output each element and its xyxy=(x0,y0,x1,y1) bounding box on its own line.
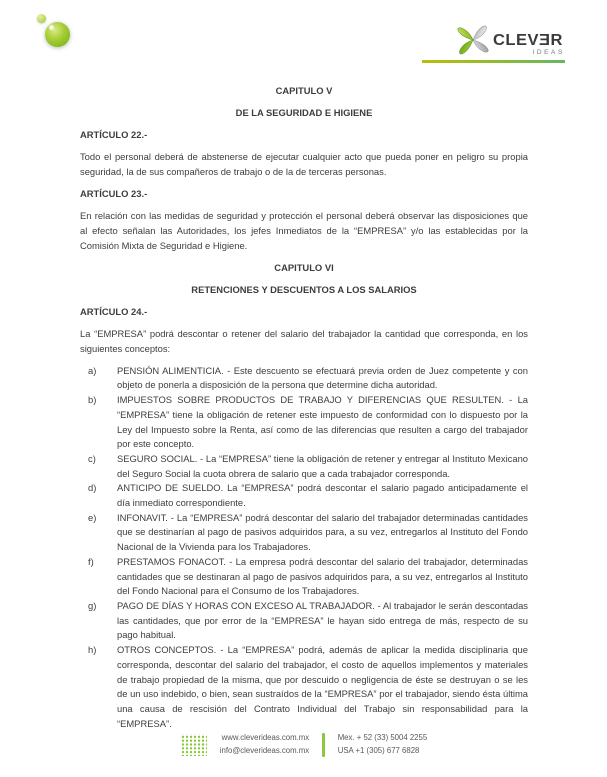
list-item-e xyxy=(80,511,528,555)
butterfly-logo-icon xyxy=(454,16,492,62)
article24-list xyxy=(80,364,528,732)
list-marker: c) xyxy=(88,452,96,464)
article24-heading: ARTÍCULO 24.- xyxy=(80,305,148,317)
list-marker: a) xyxy=(88,364,97,376)
list-item-text: IMPUESTOS SOBRE PRODUCTOS DE TRABAJO Y DIFERENCIAS QUE RESULTEN. - La “EMPRESA” tiene la obligación de retener este impuesto de conformidad con lo dispuesto por la Ley del Impuesto sobre la Renta, así como de las diferencias que resulten a cargo del trabajador por este concepto. xyxy=(117,394,528,450)
list-item-text: PAGO DE DÍAS Y HORAS CON EXCESO AL TRABAJADOR. - Al trabajador le serán descontadas las cantidades, que por error de la “EMPRESA” le hayan sido entrega de más, respecto de su pago habitual. xyxy=(117,600,528,641)
list-marker: f) xyxy=(88,555,94,567)
brand-row xyxy=(422,16,565,56)
list-item-text: INFONAVIT. - La “EMPRESA” podrá descontar del salario del trabajador determinadas cantidades que se destinarían al pago de pasivos adquiridos para, a su vez, entregarlos al Instituto del Fondo Nacional de la Vivienda para los Trabajadores. xyxy=(117,511,528,553)
list-item-text: PRESTAMOS FONACOT. - La empresa podrá descontar del salario del trabajador, determinadas cantidades que se destinaran al pago de pasivos adquiridos para, a su vez, entregarlos al Instituto del Fondo Nacional para el Consumo de los Trabajadores. xyxy=(117,555,528,597)
list-item-c xyxy=(80,452,528,481)
list-item-f xyxy=(80,555,528,599)
clever-sphere-logo xyxy=(45,22,70,47)
list-item-b xyxy=(80,393,528,452)
list-marker: g) xyxy=(88,600,97,611)
article23-heading: ARTÍCULO 23.- xyxy=(80,188,148,200)
chapter5-subtitle: DE LA SEGURIDAD E HIGIENE xyxy=(235,107,373,119)
dots-grid-icon xyxy=(180,734,207,756)
footer-phone-block xyxy=(338,732,428,757)
phone-mexico: Mex. + 52 (33) 5004 2255 xyxy=(337,733,428,742)
brand-tagline: IDEAS xyxy=(532,49,565,56)
list-item-g xyxy=(80,599,528,643)
document-body xyxy=(80,84,528,731)
list-marker: b) xyxy=(88,394,97,406)
footer-divider xyxy=(322,733,325,757)
article22-body: Todo el personal deberá de abstenerse de ejecutar cualquier acto que pueda poner en peligro su propia seguridad, la de sus compañeros de trabajo o de la de terceras personas. xyxy=(80,151,528,177)
clever-sphere-logo-small-dot xyxy=(37,14,46,23)
email-link: info@cleverideas.com.mx xyxy=(219,745,310,755)
list-item-h xyxy=(80,643,528,731)
article22-heading: ARTÍCULO 22.- xyxy=(80,129,148,141)
list-marker: e) xyxy=(88,511,97,523)
list-item-text: ANTICIPO DE SUELDO. La “EMPRESA” podrá descontar el salario pagado anticipadamente el día inmediato correspondiente. xyxy=(117,482,528,509)
website-link: www.cleverideas.com.mx xyxy=(221,733,310,742)
list-item-a xyxy=(80,364,528,393)
brand-underline xyxy=(422,60,565,63)
brand-logo xyxy=(422,16,565,63)
phone-usa: USA +1 (305) 677 6828 xyxy=(337,745,420,755)
list-item-text: SEGURO SOCIAL. - La “EMPRESA” tiene la obligación de retener y entregar al Instituto Mexicano del Seguro Social la cuota obrera de salario que a cada trabajador corresponda. xyxy=(117,452,528,479)
chapter6-title: CAPITULO VI xyxy=(274,261,334,273)
chapter5-title: CAPITULO V xyxy=(275,85,333,96)
article23-body: En relación con las medidas de seguridad y protección el personal deberá observar las disposiciones que al efecto señalan las Autoridades, los jefes Inmediatos de la “EMPRESA” y/o las establecidas por la Comisión Mixta de Seguridad e Higiene. xyxy=(80,210,528,251)
footer-web-block xyxy=(220,732,309,757)
list-item-d xyxy=(80,481,528,510)
page-footer xyxy=(0,732,607,757)
chapter6-subtitle: RETENCIONES Y DESCUENTOS A LOS SALARIOS xyxy=(191,283,417,295)
article24-intro: La “EMPRESA” podrá descontar o retener del salario del trabajador la cantidad que corresponda, en los siguientes conceptos: xyxy=(80,327,528,354)
list-item-text: OTROS CONCEPTOS. - La “EMPRESA” podrá, además de aplicar la medida disciplinaria que corresponda, descontar del salario del trabajador, el costo de aquellos implementos y materiales de trabajo propiedad de la misma, que por descuido o negligencia de éste se destruyan o se les de un uso indebido, o bien, sean sustraídos de la “EMPRESA” por el trabajador, siendo ésta última una causa de rescisión del Contrato Individual del Trabajo sin responsabilidad para la “EMPRESA”. xyxy=(117,644,528,729)
list-item-text: PENSIÓN ALIMENTICIA. - Este descuento se efectuará previa orden de Juez competente y con objeto de ponerla a disposición de la persona que determine dicha autoridad. xyxy=(117,364,528,391)
list-marker: d) xyxy=(88,482,97,494)
brand-text xyxy=(493,33,563,56)
list-marker: h) xyxy=(88,644,97,656)
brand-name: CLEVƎR xyxy=(493,31,563,49)
